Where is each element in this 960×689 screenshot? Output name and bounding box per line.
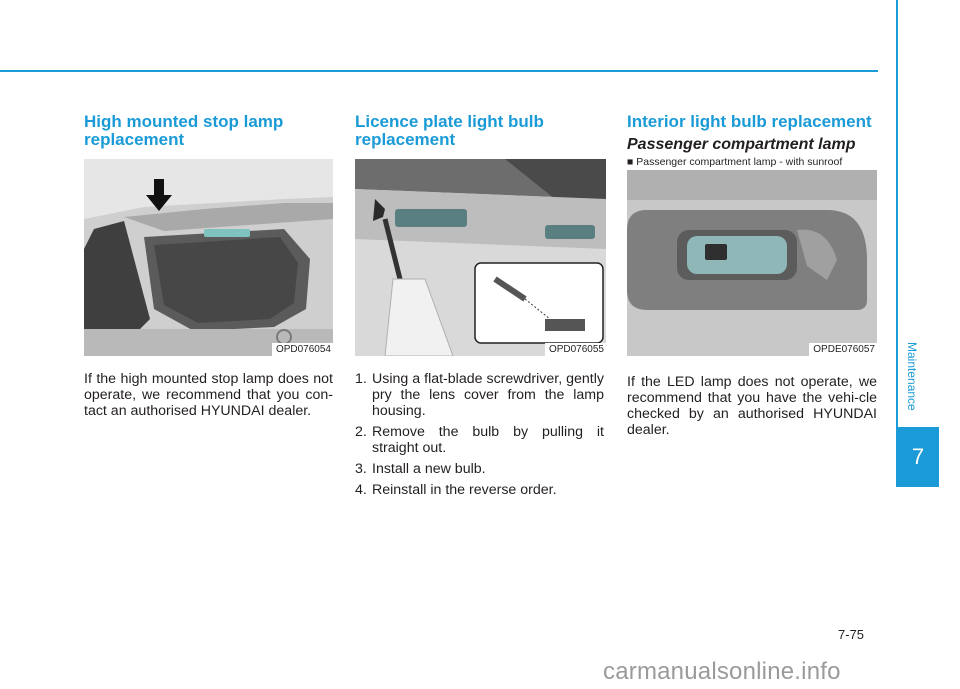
step-item: 1. Using a flat-blade screwdriver, gently pry the lens cover from the lamp housing. [355, 371, 604, 419]
step-item: 3. Install a new bulb. [355, 461, 486, 477]
licence-plate-figure [355, 159, 606, 356]
section-title-interior-light: Interior light bulb replacement [627, 112, 872, 131]
page-number: 7-75 [838, 627, 865, 642]
interior-light-text: If the LED lamp does not operate, we recommend that you have the vehi-cle checked by an authorised HYUNDAI dealer. [627, 374, 877, 438]
rear-hatch-illustration [84, 159, 333, 356]
section-title-licence-plate: Licence plate light bulb replacement [355, 112, 544, 149]
licence-lamp-illustration [355, 159, 606, 356]
watermark: carmanualsonline.info [603, 658, 841, 685]
step-item: 4. Reinstall in the reverse order. [355, 482, 557, 498]
header-rule [0, 70, 878, 72]
figure-code: OPDE076057 [809, 343, 877, 356]
step-item: 2. Remove the bulb by pulling it straight out. [355, 424, 604, 456]
passenger-lamp-illustration [627, 170, 877, 356]
figure-note: ■ Passenger compartment lamp - with sunroof [627, 156, 843, 168]
lamp-switch-icon [705, 244, 727, 260]
stop-lamp-figure [84, 159, 333, 356]
figure-code: OPD076054 [272, 343, 333, 356]
licence-plate-steps [355, 371, 604, 503]
chapter-tab: 7 [897, 427, 939, 487]
stop-lamp-text: If the high mounted stop lamp does not operate, we recommend that you con-tact an authorised HYUNDAI dealer. [84, 371, 333, 419]
passenger-lamp-figure [627, 170, 877, 356]
figure-code: OPD076055 [545, 343, 606, 356]
subsection-title-passenger-lamp: Passenger compartment lamp [627, 136, 856, 153]
section-title-stop-lamp: High mounted stop lamp replacement [84, 112, 284, 149]
chapter-label: Maintenance [905, 341, 919, 411]
